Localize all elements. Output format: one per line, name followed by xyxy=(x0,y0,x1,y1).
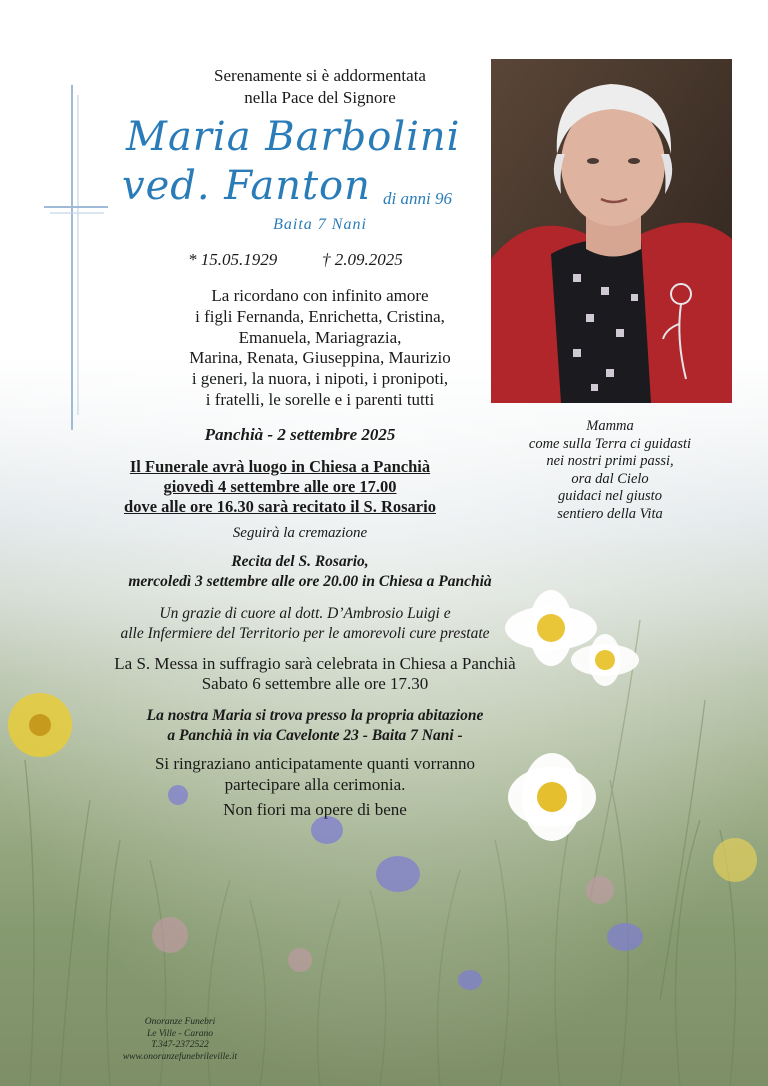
place-date: Panchià - 2 settembre 2025 xyxy=(204,425,396,444)
deceased-married-name: ved. Fanton xyxy=(122,163,371,209)
gratitude-note xyxy=(50,753,580,795)
rosary-title: Recita del S. Rosario, xyxy=(231,553,369,570)
mourners-list xyxy=(110,286,530,411)
mass-line: La S. Messa in suffragio sarà celebrata in Chiesa a Panchià xyxy=(114,654,516,673)
mass-line: Sabato 6 settembre alle ore 17.30 xyxy=(201,674,429,693)
flowers-note: Non fiori ma opere di bene xyxy=(223,800,407,819)
mourners-line: i figli Fernanda, Enrichetta, Cristina, xyxy=(195,306,445,326)
thanks-note xyxy=(40,604,570,644)
footer-line: Le Ville - Carano xyxy=(146,1028,214,1039)
footer-line: Onoranze Funebri xyxy=(144,1017,216,1027)
funeral-home-footer xyxy=(100,1017,260,1063)
cremation-note: Seguirà la cremazione xyxy=(232,525,368,541)
portrait-photo xyxy=(491,59,732,403)
cross-icon xyxy=(42,85,112,430)
birth-date: * 15.05.1929 xyxy=(188,250,278,269)
mourners-line: La ricordano con infinito amore xyxy=(211,286,429,305)
footer-line: T.347-2372522 xyxy=(151,1040,209,1050)
residence-label: Baita 7 Nani xyxy=(273,216,367,233)
funeral-line: Il Funerale avrà luogo in Chiesa a Panchià xyxy=(129,457,431,476)
home-line: a Panchià in via Cavelonte 23 - Baita 7 Nani - xyxy=(167,727,463,744)
rosary-detail: mercoledì 3 settembre alle ore 20.00 in Chiesa a Panchià xyxy=(128,573,492,590)
mass-note xyxy=(40,654,590,694)
funeral-line: giovedì 4 settembre alle ore 17.00 xyxy=(163,477,397,496)
quote-line: Mamma xyxy=(586,418,634,434)
funeral-line: dove alle ore 16.30 sarà recitato il S. Rosario xyxy=(124,497,436,516)
thanks-line: alle Infermiere del Territorio per le amorevoli cure prestate xyxy=(120,625,490,642)
mourners-line: Emanuela, Mariagrazia, xyxy=(238,327,402,347)
deceased-name: Maria Barbolini xyxy=(126,114,461,160)
quote-line: come sulla Terra ci guidasti xyxy=(528,435,692,452)
deceased-age: di anni 96 xyxy=(383,189,452,208)
gratitude-line: partecipare alla cerimonia. xyxy=(224,775,406,794)
death-date: † 2.09.2025 xyxy=(322,250,403,269)
quote-line: ora dal Cielo xyxy=(571,470,649,487)
home-note xyxy=(50,706,580,746)
footer-website-link[interactable]: www.onoranzefunebrileville.it xyxy=(122,1051,238,1062)
mourners-line: i fratelli, le sorelle e i parenti tutti xyxy=(205,389,435,409)
gratitude-line: Si ringraziano anticipatamente quanti vorranno xyxy=(154,754,476,773)
quote-line: sentiero della Vita xyxy=(557,505,663,522)
intro-line-2: nella Pace del Signore xyxy=(244,88,396,107)
thanks-line: Un grazie di cuore al dott. D’Ambrosio Luigi e xyxy=(159,605,451,622)
home-line: La nostra Maria si trova presso la propria abitazione xyxy=(146,707,484,724)
quote-line: guidaci nel giusto xyxy=(558,488,662,504)
funeral-announcement xyxy=(70,457,490,517)
quote-line: nei nostri primi passi, xyxy=(546,453,674,469)
mourners-line: i generi, la nuora, i nipoti, i pronipoti, xyxy=(191,369,449,389)
mourners-line: Marina, Renata, Giuseppina, Maurizio xyxy=(189,348,451,368)
intro-line-1: Serenamente si è addormentata xyxy=(214,66,426,85)
